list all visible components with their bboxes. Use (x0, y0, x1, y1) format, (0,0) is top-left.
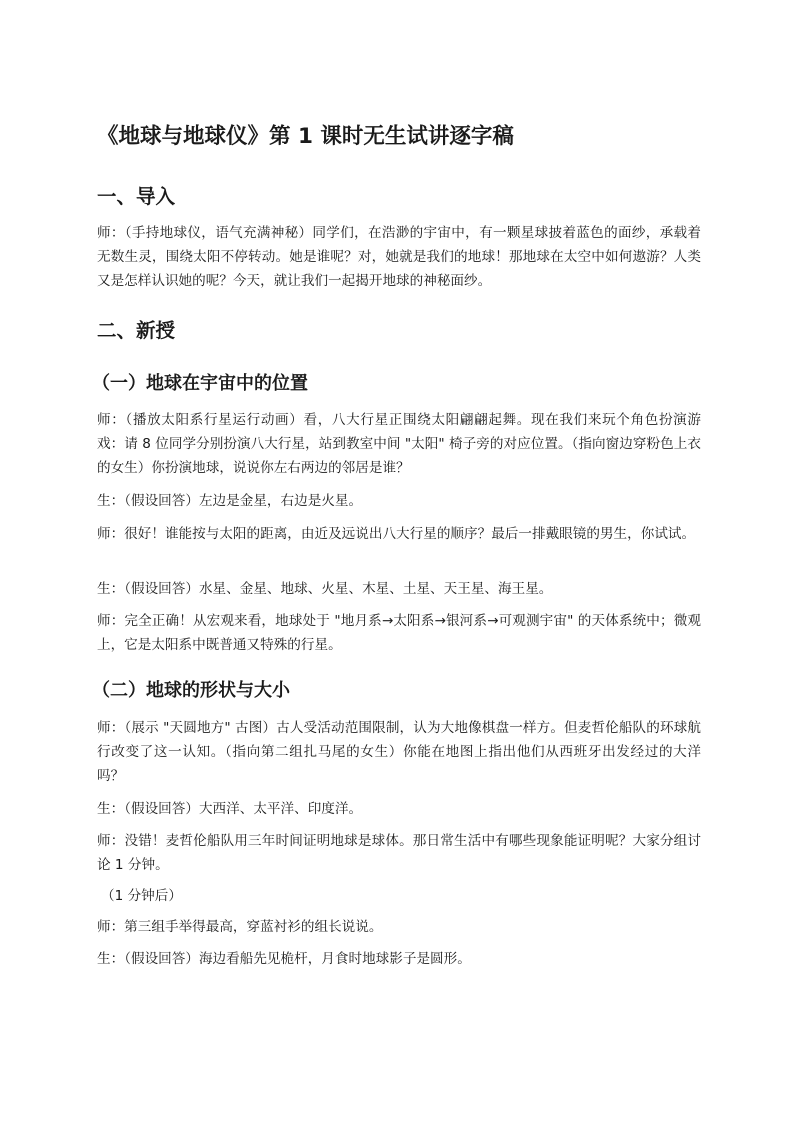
paragraph-intro-1: 师：（手持地球仪，语气充满神秘）同学们，在浩渺的宇宙中，有一颗星球披着蓝色的面纱，承载着无数生灵，围绕太阳不停转动。她是谁呢？对，她就是我们的地球！那地球在太空中如何遨游？人类又是怎样认识她的呢？今天，就让我们一起揭开地球的神秘面纱。 (97, 225, 701, 289)
section-heading-new: 二、新授 (97, 319, 176, 342)
paragraph-position-3: 师：很好！谁能按与太阳的距离，由近及远说出八大行星的顺序？最后一排戴眼镜的男生，你试试。 (97, 526, 696, 542)
paragraph-shape-3: 师：没错！麦哲伦船队用三年时间证明地球是球体。那日常生活中有哪些现象能证明呢？大家分组讨论 1 分钟。 (97, 833, 701, 873)
paragraph-shape-5: 师：第三组手举得最高，穿蓝衬衫的组长说说。 (97, 919, 383, 935)
subsection-heading-shape: （二）地球的形状与大小 (92, 680, 290, 701)
paragraph-shape-6: 生：（假设回答）海边看船先见桅杆，月食时地球影子是圆形。 (97, 951, 471, 967)
paragraph-position-2: 生：（假设回答）左边是金星，右边是火星。 (97, 493, 363, 509)
paragraph-position-1: 师：（播放太阳系行星运行动画）看，八大行星正围绕太阳翩翩起舞。现在我们来玩个角色扮演游戏：请 8 位同学分别扮演八大行星，站到教室中间 "太阳" 椅子旁的对应位置。（指向窗边穿粉色上衣的女生）你扮演地球，说说你左右两边的邻居是谁？ (97, 412, 701, 476)
paragraph-shape-1: 师：（展示 "天圆地方" 古图）古人受活动范围限制，认为大地像棋盘一样方。但麦哲伦船队的环球航行改变了这一认知。（指向第二组扎马尾的女生）你能在地图上指出他们从西班牙出发经过的大洋吗？ (97, 720, 701, 784)
section-heading-intro: 一、导入 (97, 185, 176, 208)
subsection-heading-position: （一）地球在宇宙中的位置 (92, 373, 308, 394)
paragraph-position-5: 师：完全正确！从宏观来看，地球处于 "地月系→太阳系→银河系→可观测宇宙" 的天体系统中；微观上，它是太阳系中既普通又特殊的行星。 (97, 613, 701, 653)
paragraph-position-4: 生：（假设回答）水星、金星、地球、火星、木星、土星、天王星、海王星。 (97, 581, 553, 597)
paragraph-shape-2: 生：（假设回答）大西洋、太平洋、印度洋。 (97, 801, 363, 817)
paragraph-shape-4: （1 分钟后） (101, 888, 182, 904)
document-title: 《地球与地球仪》第 1 课时无生试讲逐字稿 (97, 124, 514, 149)
